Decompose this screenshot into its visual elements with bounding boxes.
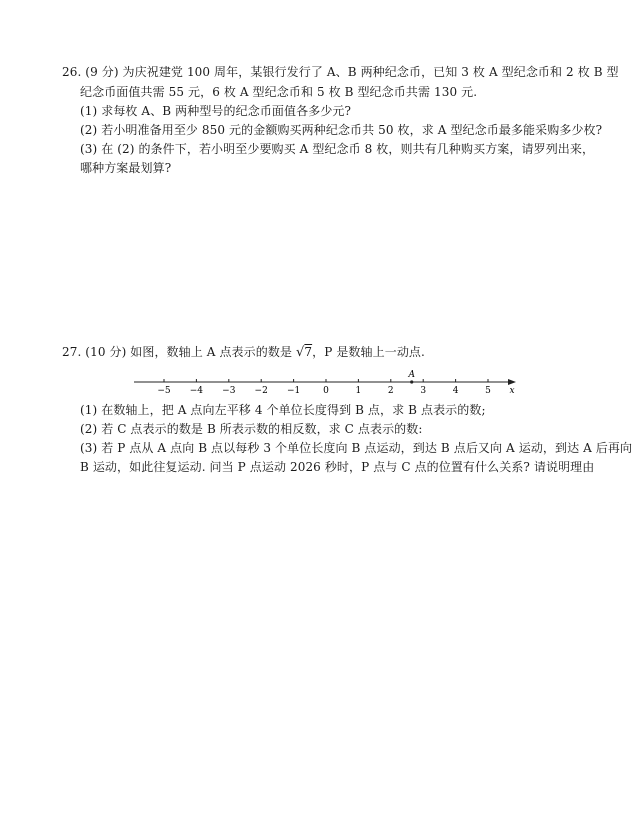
q27-part-2: (2) 若 C 点表示的数是 B 所表示数的相反数，求 C 点表示的数: [80, 422, 423, 436]
tick-label: −3 [222, 386, 236, 396]
q26-part-1: (1) 求每枚 A、B 两种型号的纪念币面值各多少元? [80, 104, 352, 118]
q26-part-2: (2) 若小明准备用至少 850 元的金额购买两种纪念币共 50 枚，求 A 型纪念币最多能采购多少枚? [80, 123, 603, 137]
q27-part-3: (3) 若 P 点从 A 点向 B 点以每秒 3 个单位长度向 B 点运动，到达 B 点后又向 A 运动，到达 A 后再向 [80, 441, 632, 455]
q26-line-1: 26. (9 分) 为庆祝建党 100 周年，某银行发行了 A、B 两种纪念币，已知 3 枚 A 型纪念币和 2 枚 B 型 [62, 65, 619, 79]
tick-label: −5 [157, 386, 171, 396]
tick-label: 5 [485, 386, 491, 396]
axis-label: x [509, 386, 515, 396]
q26-part-3-cont: 哪种方案最划算? [80, 161, 172, 175]
tick-label: 4 [452, 386, 459, 396]
tick-label: 0 [323, 386, 329, 396]
point-a-label: A [408, 370, 415, 380]
tick-label: 1 [355, 386, 362, 396]
tick-label: −1 [286, 386, 301, 396]
axis-arrow [508, 379, 516, 385]
tick-label: −2 [254, 386, 268, 396]
tick-label: −4 [189, 386, 204, 396]
number-line [130, 364, 522, 398]
q27-part-1: (1) 在数轴上，把 A 点向左平移 4 个单位长度得到 B 点，求 B 点表示的数; [80, 403, 486, 417]
q26-part-3: (3) 在 (2) 的条件下，若小明至少要购买 A 型纪念币 8 枚，则共有几种购买方案，请罗列出来， [80, 142, 595, 156]
q26-line-2: 纪念币面值共需 55 元，6 枚 A 型纪念币和 5 枚 B 型纪念币共需 130 元. [80, 85, 478, 99]
q27-intro [62, 344, 425, 361]
point-a-marker [410, 380, 413, 383]
q27-intro-prefix: 27. (10 分) 如图，数轴上 A 点表示的数是 [62, 345, 296, 359]
q27-intro-suffix: ，P 是数轴上一动点. [312, 345, 425, 359]
number-line-svg [130, 364, 522, 398]
tick-label: 2 [387, 386, 394, 396]
sqrt-radicand: 7 [304, 345, 313, 359]
q27-part-3-cont: B 运动，如此往复运动. 问当 P 点运动 2026 秒时，P 点与 C 点的位置有什么关系? 请说明理由 [80, 460, 595, 474]
sqrt-symbol: √ [295, 345, 305, 360]
tick-label: 3 [420, 386, 427, 396]
